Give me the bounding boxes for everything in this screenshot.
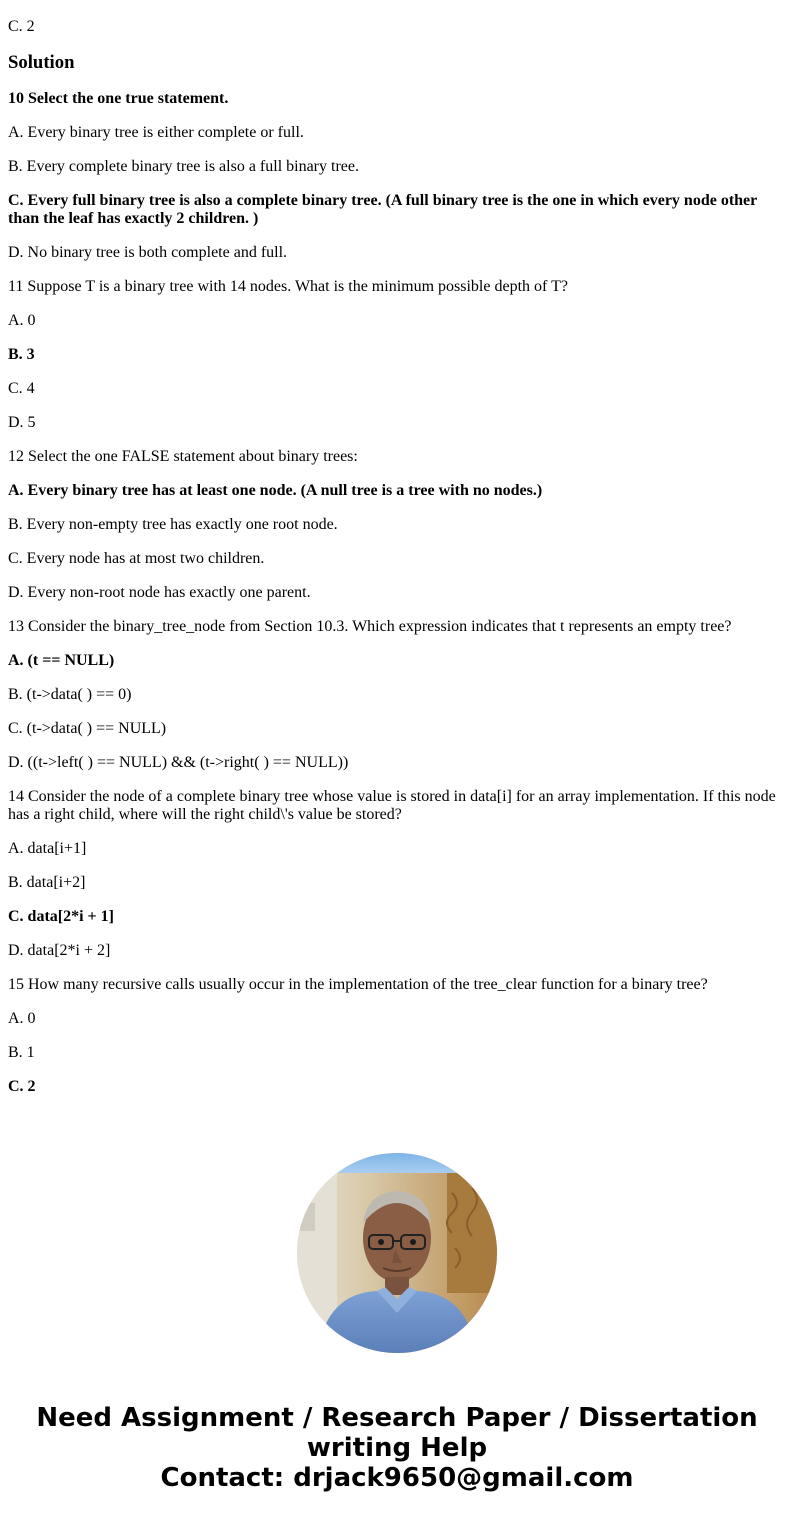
list-item: C. 2	[8, 1078, 36, 1095]
help-banner	[0, 1403, 794, 1493]
document-body	[8, 0, 786, 1112]
list-item: B. 3	[8, 346, 35, 363]
list-item: 14 Consider the node of a complete binary tree whose value is stored in data[i] for an array implementation. If this node has a right child, where will the right child\'s value be stored?	[8, 788, 776, 823]
list-item: B. 1	[8, 1044, 35, 1061]
list-item: C. 4	[8, 380, 35, 397]
help-banner-line-1: Need Assignment / Research Paper / Dissertation	[36, 1403, 758, 1433]
question-list	[8, 90, 786, 1096]
help-banner-line-2: writing Help	[306, 1433, 488, 1463]
list-item: C. data[2*i + 1]	[8, 908, 114, 925]
list-item: 15 How many recursive calls usually occur in the implementation of the tree_clear function for a binary tree?	[8, 976, 708, 993]
list-item: B. Every non-empty tree has exactly one root node.	[8, 516, 338, 533]
author-photo-icon	[297, 1153, 497, 1353]
list-item: 10 Select the one true statement.	[8, 90, 229, 107]
list-item: D. 5	[8, 414, 36, 431]
list-item: B. (t->data( ) == 0)	[8, 686, 132, 703]
list-item: 12 Select the one FALSE statement about binary trees:	[8, 448, 358, 465]
list-item: D. Every non-root node has exactly one parent.	[8, 584, 311, 601]
list-item: C. (t->data( ) == NULL)	[8, 720, 167, 737]
list-item: D. No binary tree is both complete and full.	[8, 244, 288, 261]
list-item: C. Every full binary tree is also a complete binary tree. (A full binary tree is the one in which every node other than the leaf has exactly 2 children. )	[8, 192, 757, 227]
list-item: A. (t == NULL)	[8, 652, 115, 669]
list-item: D. ((t->left( ) == NULL) && (t->right( ) == NULL))	[8, 754, 349, 771]
list-item	[8, 0, 786, 2]
solution-heading: Solution	[8, 52, 75, 73]
list-item: 13 Consider the binary_tree_node from Section 10.3. Which expression indicates that t represents an empty tree?	[8, 618, 732, 635]
list-item: 11 Suppose T is a binary tree with 14 nodes. What is the minimum possible depth of T?	[8, 278, 568, 295]
list-item: A. 0	[8, 1010, 36, 1027]
list-item: A. 0	[8, 312, 36, 329]
previous-answer-options	[8, 0, 786, 36]
help-banner-contact: Contact: drjack9650@gmail.com	[160, 1463, 634, 1493]
list-item: A. Every binary tree is either complete or full.	[8, 124, 304, 141]
list-item: A. Every binary tree has at least one node. (A null tree is a tree with no nodes.)	[8, 482, 543, 499]
list-item: D. data[2*i + 2]	[8, 942, 111, 959]
list-item: A. data[i+1]	[8, 840, 87, 857]
list-item: B. Every complete binary tree is also a full binary tree.	[8, 158, 359, 175]
list-item: C. 2	[8, 18, 35, 35]
list-item: B. data[i+2]	[8, 874, 86, 891]
list-item: C. Every node has at most two children.	[8, 550, 265, 567]
author-avatar	[297, 1153, 497, 1353]
